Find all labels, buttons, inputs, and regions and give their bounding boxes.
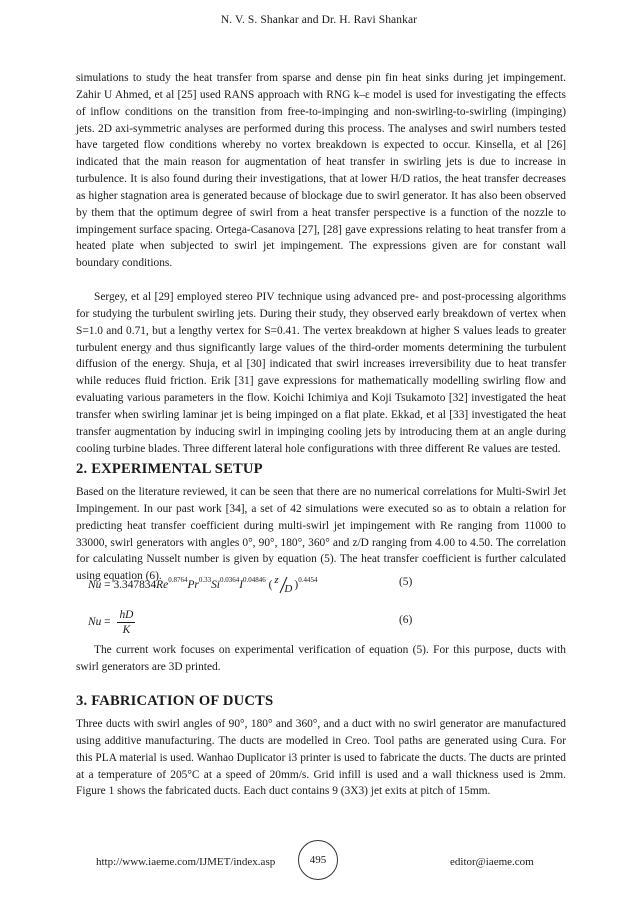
equation-number-6: (6) [399, 614, 413, 626]
eq-numerator: hD [119, 609, 134, 621]
eq-re: Re [156, 579, 169, 591]
paragraph-text: Based on the literature reviewed, it can be seen that there are no numerical correlations for Multi-Swirl Jet Impingement. In our past work [34], a set of 42 simulations were executed so as to obtain a relation for predicting heat transfer coefficient during multi-swirl jet impingement with Re ranging from 11000 to 33000, swirl generators with angles 0°, 90°, 180°, 360° and z/D ranging from 4.00 to 4.50. The correlation for calculating Nusselt number is given by equation (5). The heat transfer coefficient is further calculated using equation (6). [76, 486, 566, 583]
paragraph-experimental-setup [76, 484, 566, 585]
paragraph-literature-2 [76, 289, 566, 457]
eq-d: D [284, 583, 293, 595]
eq-denominator: K [122, 624, 131, 636]
eq-pr: Pr [187, 579, 199, 591]
running-header: N. V. S. Shankar and Dr. H. Ravi Shankar [220, 14, 418, 26]
eq-si: Si [211, 579, 220, 591]
eq-z-over-d [272, 576, 294, 594]
paragraph-text: Three ducts with swirl angles of 90°, 180° and 360°, and a duct with no swirl generator are manufactured using additive manufacturing. The ducts are modelled in Creo. Tool paths are generated using Cura. For this PLA material is used. Wanhao Duplicator i3 printer is used to fabricate the ducts. The ducts are printed at a temperature of 205°C at a speed of 20mm/s. Grid infill is used and a wall thickness used is 2mm. Figure 1 shows the fabricated ducts. Each duct contains 9 (3X3) jet exits at pitch of 15mm. [76, 718, 566, 798]
eq-z: z [274, 574, 279, 586]
eq-fraction [117, 608, 135, 637]
eq-pr-exponent: 0.33 [198, 576, 212, 584]
paragraph-verification [76, 642, 566, 676]
paragraph-literature-1 [76, 70, 566, 272]
equation-number-5: (5) [399, 576, 413, 588]
equation-5 [88, 576, 317, 594]
eq-lhs: Nu [88, 579, 102, 591]
eq-coefficient: 3.347834 [113, 579, 157, 591]
section-heading-experimental-setup: 2. EXPERIMENTAL SETUP [76, 461, 263, 477]
eq-equals: = [104, 616, 111, 629]
section-heading-fabrication: 3. FABRICATION OF DUCTS [76, 693, 274, 709]
eq-re-exponent: 0.8764 [168, 576, 188, 584]
paragraph-text: The current work focuses on experimental verification of equation (5). For this purpose, ducts with swirl generators are 3D printed. [76, 644, 566, 673]
page-number: 495 [298, 840, 338, 880]
paragraph-text: simulations to study the heat transfer from sparse and dense pin fin heat sinks during jet impingement. Zahir U Ahmed, et al [25] used RANS approach with RNG k–ε model is used for investigating the effects of inflow conditions on the transition from free-to-impinging and non-swirling-to-swirling (impinging) jets. 2D axi-symmetric analyses are performed during this process. The analyses and swirl numbers tested have targeted flow conditions whereby no vortex breakdown is expected to occur. Kinsella, et al [26] indicated that the main reason for augmentation of heat transfer in swirling jets is due to increase in turbulence. It is also found during their investigations, that at lower H/D ratios, the heat transfer decreases as higher stagnation area is generated because of blockage due to swirl generator. It has also been observed by them that the optimum degree of swirl from a heat transfer perspective is a function of the nozzle to impingement surface spacing. Ortega-Casanova [27], [28] gave expressions relating to heat transfer from a heated plate when subjected to swirl jet impingement. The expressions given are for constant wall boundary conditions. [76, 72, 566, 270]
paragraph-fabrication [76, 716, 566, 800]
footer-email-link[interactable]: editor@iaeme.com [450, 856, 534, 868]
footer-journal-link[interactable]: http://www.iaeme.com/IJMET/index.asp [96, 856, 276, 868]
eq-si-exponent: 0.0364 [219, 576, 240, 584]
eq-i: I [239, 579, 244, 591]
eq-lhs: Nu [88, 616, 102, 629]
eq-equals: = [104, 579, 111, 591]
equation-6 [88, 608, 135, 637]
eq-zd-exponent: 0.4454 [298, 576, 318, 584]
eq-open-paren: ( [268, 579, 273, 591]
eq-close-paren: ) [294, 579, 299, 591]
eq-i-exponent: 0.04846 [243, 576, 266, 584]
paragraph-text: Sergey, et al [29] employed stereo PIV technique using advanced pre- and post-processing algorithms for studying the turbulent swirling jets. During their study, they observed early breakdown of vertex when S=1.0 and 0.71, but a lengthy vertex for S=0.41. The vertex breakdown at higher S values leads to greater turbulent energy and thus significantly large values of the third-order moments determining the turbulent diffusion of the energy. Shuja, et al [30] indicated that swirl increases irreversibility due to heat transfer while reduces fluid friction. Erik [31] gave expressions for mathematically modelling swirling flow and evaluating various parameters in the flow. Koichi Ichimiya and Koji Tsukamoto [32] investigated the heat transfer when swirling laminar jet is being impinged on a flat plate. Ekkad, et al [33] investigated the heat transfer augmentation by inducing swirl in impinging cooling jets by introducing them at an angle during cooling turbine blades. Three different lateral hole configurations with three different Re values are tested. [76, 291, 566, 455]
